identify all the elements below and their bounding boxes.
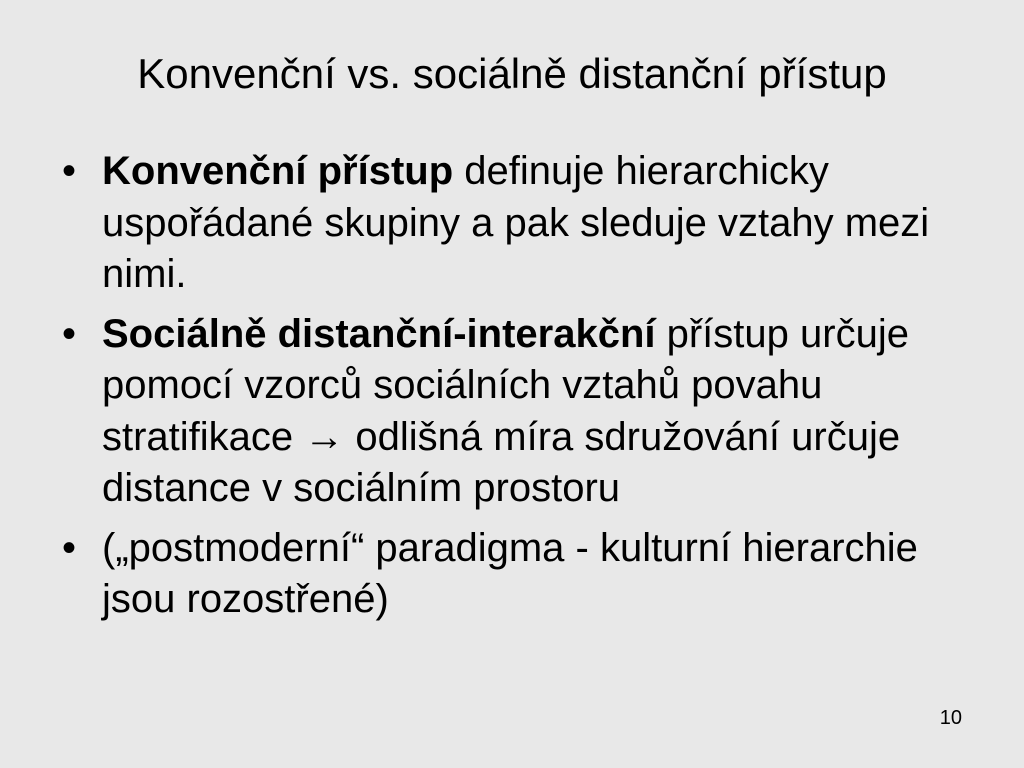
bullet-list — [62, 146, 962, 634]
bullet-bold-text: Sociálně distanční-interakční — [102, 311, 656, 356]
bullet-text: definuje hierarchicky uspořádané skupiny a pak sleduje vztahy mezi nimi. — [102, 149, 930, 296]
bullet-item-postmodern — [62, 523, 962, 626]
slide-title: Konvenční vs. sociálně distanční přístup — [137, 50, 887, 97]
bullet-icon: • — [62, 525, 77, 570]
bullet-text: („postmoderní“ paradigma - kulturní hierarchie jsou rozostřené) — [102, 525, 918, 621]
bullet-item-conventional — [62, 146, 962, 301]
bullet-icon: • — [62, 311, 77, 356]
bullet-item-social-distance — [62, 309, 962, 515]
bullet-text: přístup určuje pomocí vzorců sociálních vztahů povahu stratifikace → odlišná míra sdružování určuje distance v sociálním prostoru — [102, 311, 909, 510]
bullet-bold-text: Konvenční přístup — [102, 149, 454, 193]
bullet-icon: • — [62, 149, 77, 193]
page-number: 10 — [939, 707, 962, 729]
